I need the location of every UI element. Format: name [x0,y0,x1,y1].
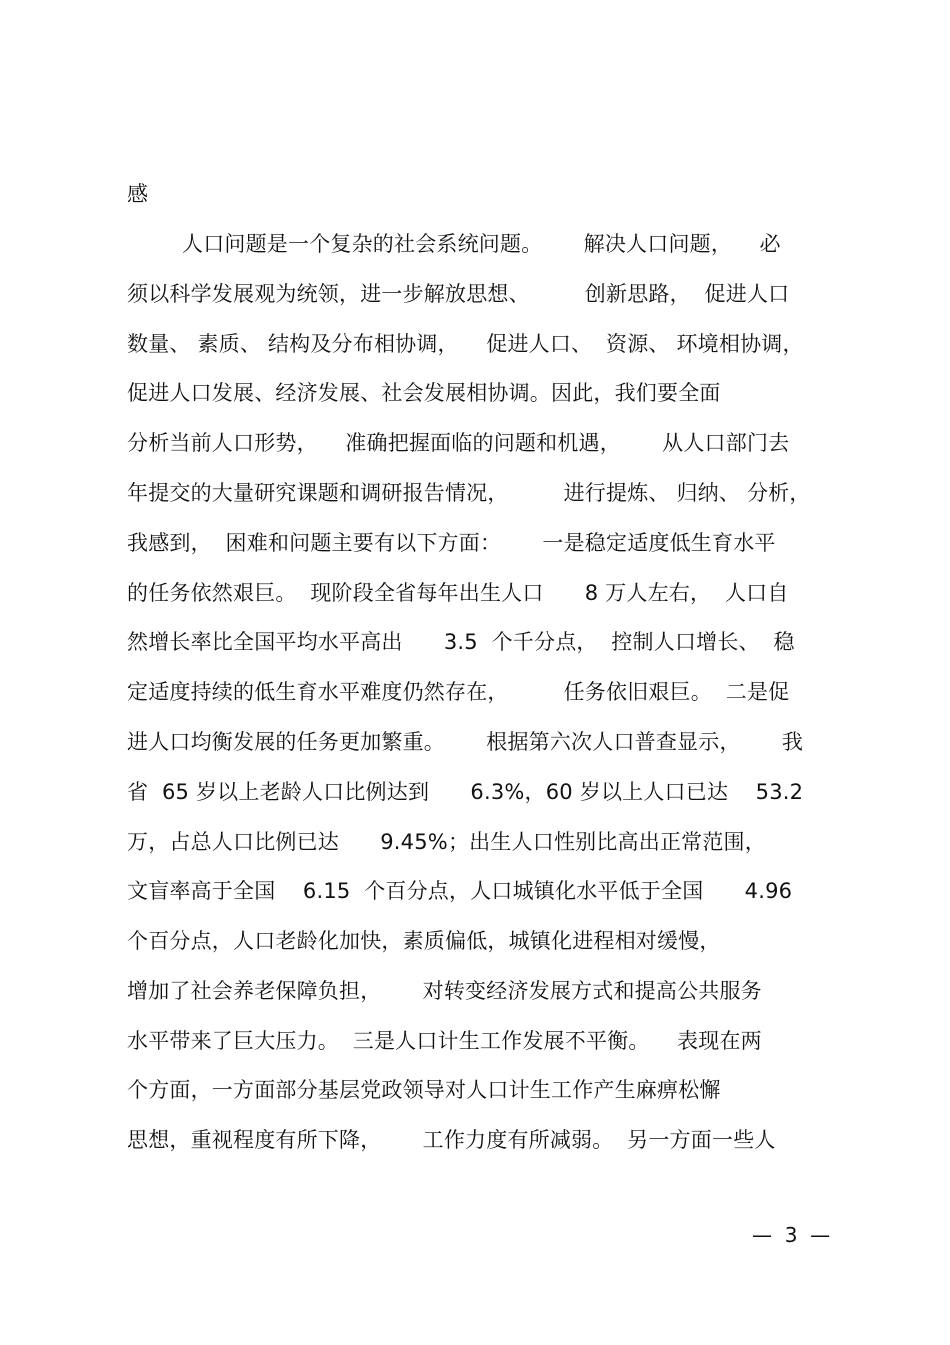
text-line: 数量、 素质、 结构及分布相协调， 促进人口、 资源、 环境相协调， [127,332,804,356]
text-line: 须以科学发展观为统领，进一步解放思想、 创新思路， 促进人口 [127,282,790,306]
text-line: 人口问题是一个复杂的社会系统问题。 解决人口问题， 必 [127,232,781,256]
text-line: 思想，重视程度有所下降， 工作力度有所减弱。 另一方面一些人 [127,1128,776,1152]
text-line: 分析当前人口形势， 准确把握面临的问题和机遇， 从人口部门去 [127,431,790,455]
text-line: 进人口均衡发展的任务更加繁重。 根据第六次人口普查显示， 我 [127,730,804,754]
text-line: 万，占总人口比例已达 9.45%；出生人口性别比高出正常范围， [127,830,766,854]
text-line: 文盲率高于全国 6.15 个百分点，人口城镇化水平低于全国 4.96 [127,879,793,903]
text-line: 省 65 岁以上老龄人口比例达到 6.3%，60 岁以上人口已达 53.2 [127,780,804,804]
page-number: — 3 — [752,1223,831,1247]
text-line: 水平带来了巨大压力。 三是人口计生工作发展不平衡。 表现在两 [127,1029,762,1053]
text-line: 然增长率比全国平均水平高出 3.5 个千分点， 控制人口增长、 稳 [127,630,795,654]
text-line: 增加了社会养老保障负担， 对转变经济发展方式和提高公共服务 [127,979,762,1003]
text-line: 我感到， 困难和问题主要有以下方面： 一是稳定适度低生育水平 [127,531,776,555]
text-line: 的任务依然艰巨。 现阶段全省每年出生人口 8 万人左右， 人口自 [127,581,789,605]
text-line: 个百分点，人口老龄化加快，素质偏低，城镇化进程相对缓慢， [127,929,721,953]
text-line: 感 [127,182,149,206]
text-line: 年提交的大量研究课题和调研报告情况， 进行提炼、 归纳、 分析， [127,481,811,505]
text-line: 定适度持续的低生育水平难度仍然存在， 任务依旧艰巨。 二是促 [127,680,790,704]
text-line: 个方面，一方面部分基层党政领导对人口计生工作产生麻痹松懈 [127,1078,721,1102]
text-line: 促进人口发展、经济发展、社会发展相协调。因此，我们要全面 [127,381,721,405]
